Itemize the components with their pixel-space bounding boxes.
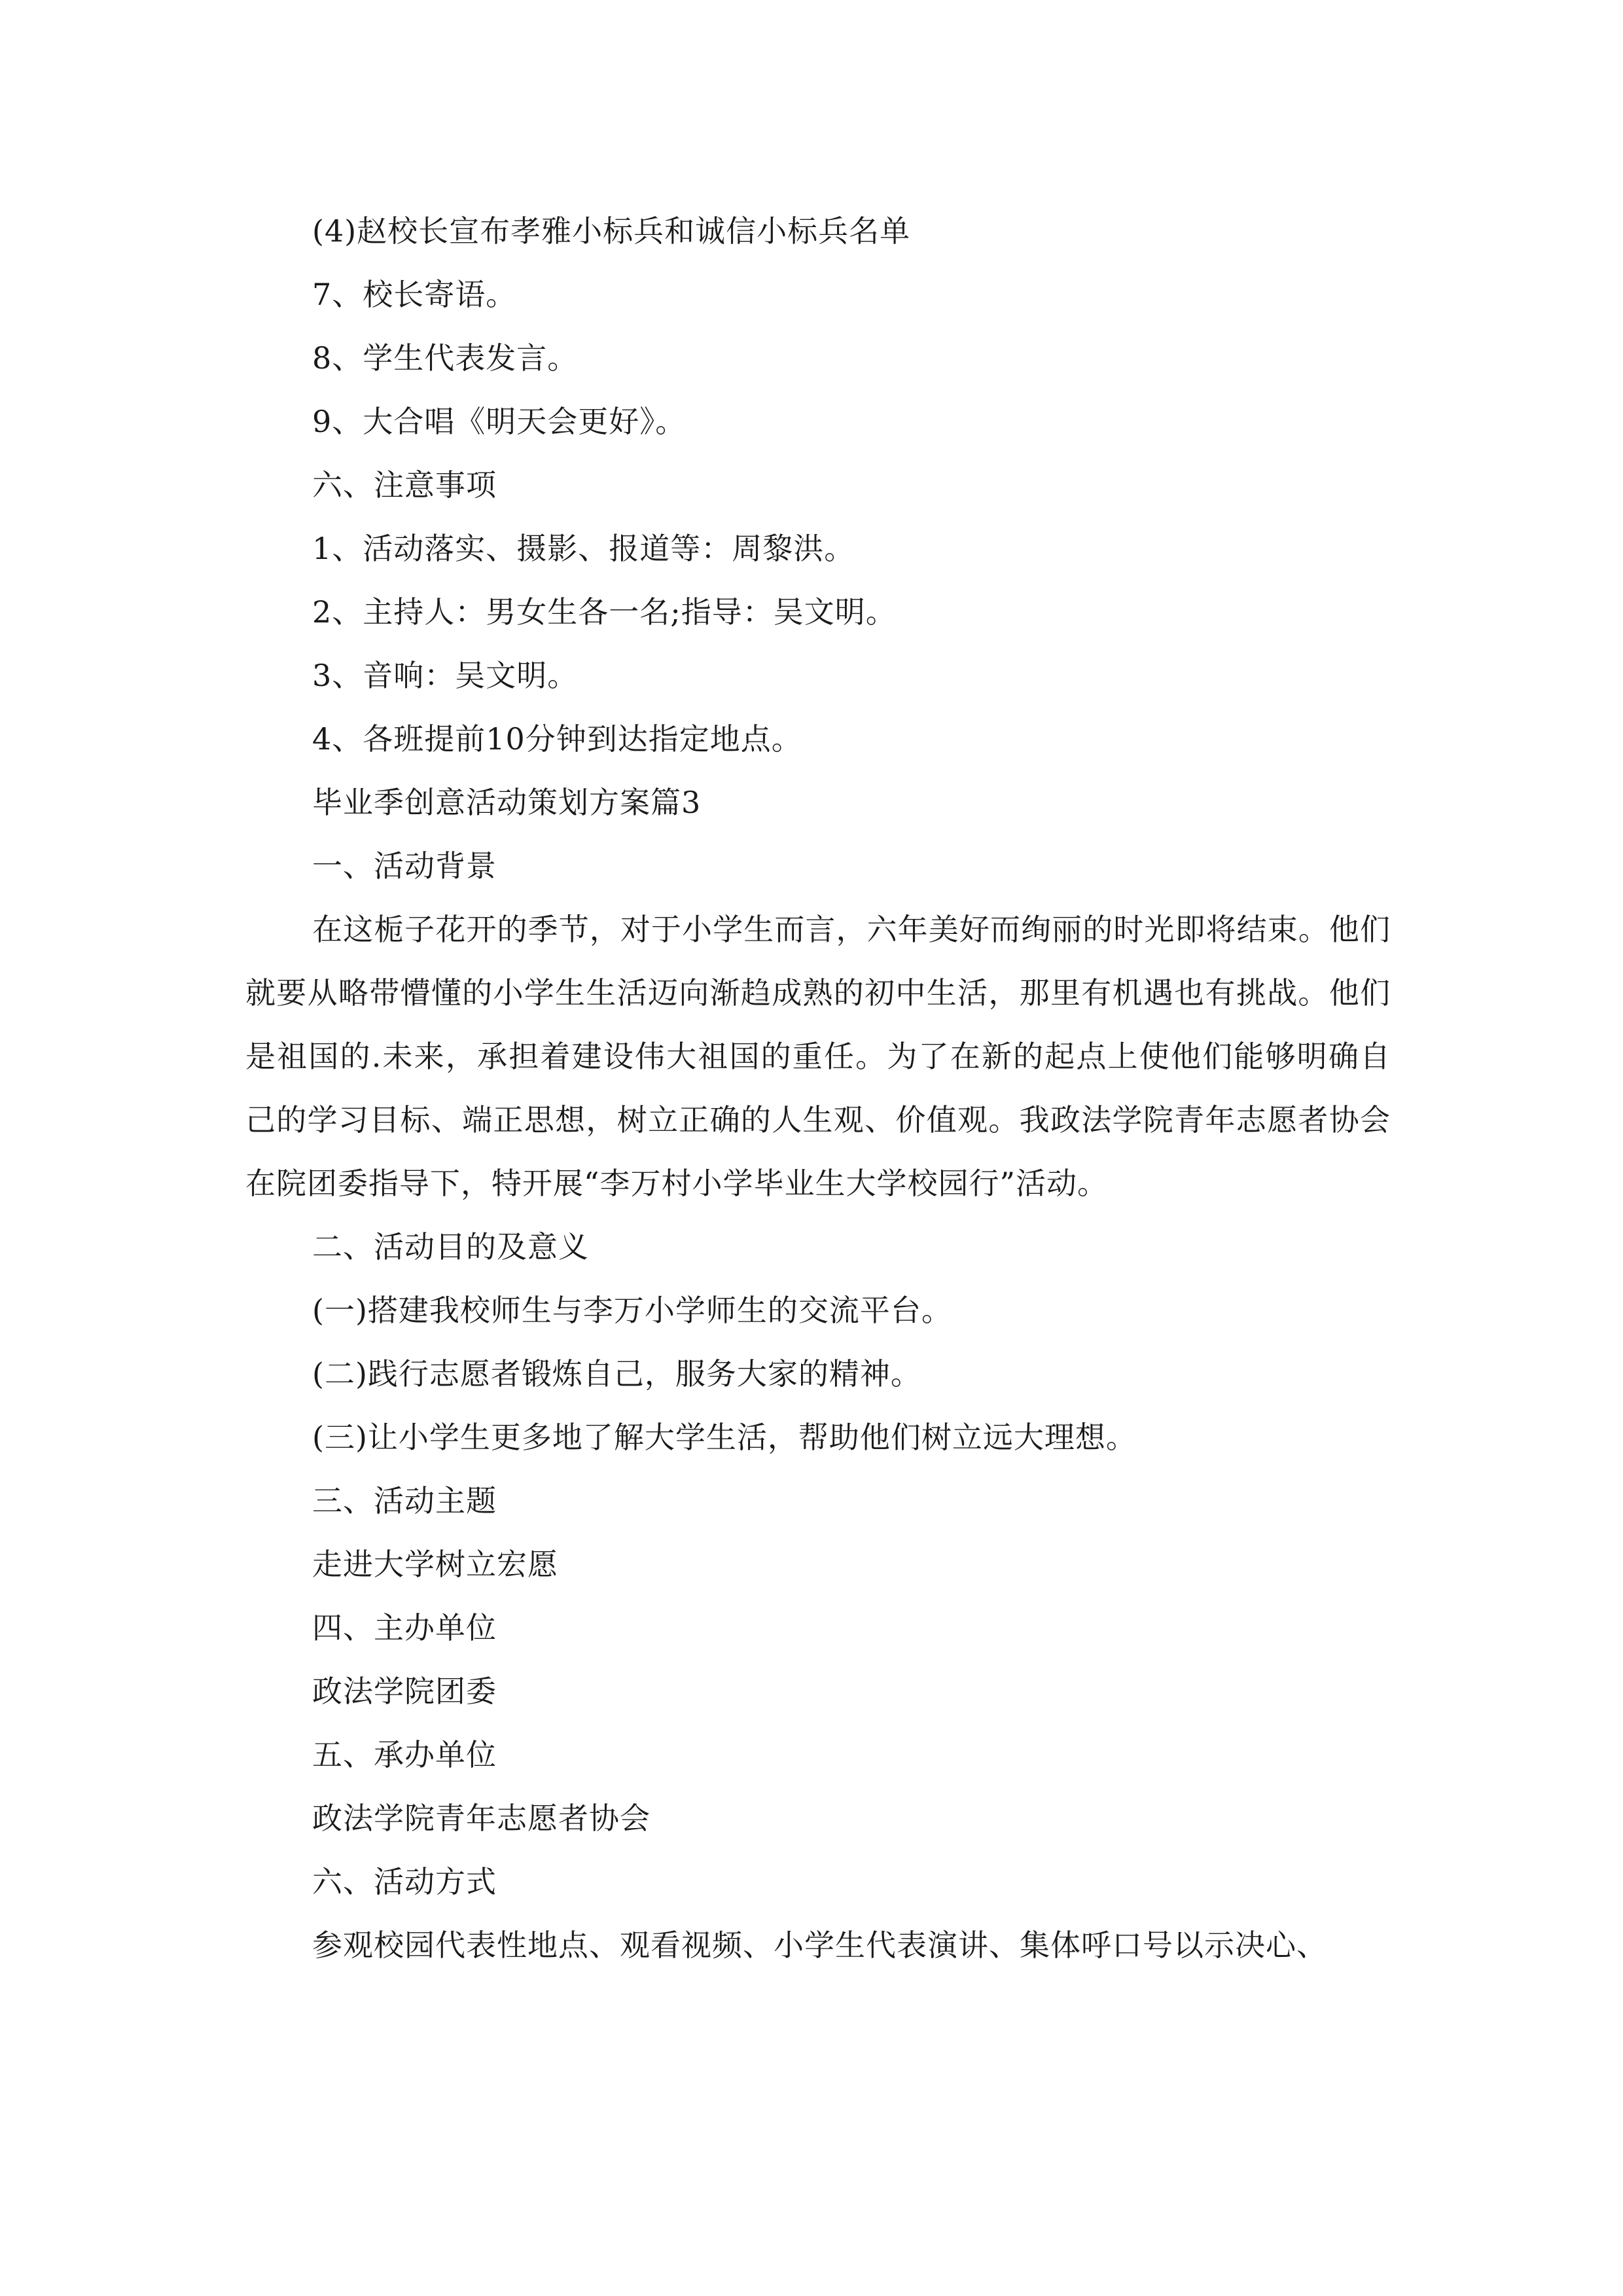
text-line: 9、大合唱《明天会更好》。 [312, 404, 687, 439]
section-heading: 五、承办单位 [312, 1737, 497, 1772]
section-heading: 三、活动主题 [312, 1483, 497, 1518]
text-line: 1、活动落实、摄影、报道等：周黎洪。 [312, 531, 855, 566]
section-heading: 二、活动目的及意义 [312, 1229, 589, 1265]
text-line: 2、主持人：男女生各一名;指导：吴文明。 [312, 594, 897, 630]
section-heading: 六、注意事项 [312, 467, 497, 503]
text-line: (二)践行志愿者锻炼自己，服务大家的精神。 [312, 1356, 921, 1391]
section-title: 毕业季创意活动策划方案篇3 [312, 785, 702, 820]
text-line: 走进大学树立宏愿 [312, 1547, 558, 1582]
text-line: 8、学生代表发言。 [312, 340, 579, 376]
background-paragraph: 在这栀子花开的季节，对于小学生而言，六年美好而绚丽的时光即将结束。他们就要从略带懵懂的小学生生活迈向渐趋成熟的初中生活，那里有机遇也有挑战。他们是祖国的.未来，承担着建设伟大祖国的重任。为了在新的起点上使他们能够明确自己的学习目标、端正思想，树立正确的人生观、价值观。我政法学院青年志愿者协会在院团委指导下，特开展“李万村小学毕业生大学校园行”活动。 [245, 912, 1391, 1201]
text-line: 政法学院青年志愿者协会 [312, 1801, 651, 1836]
text-line: 7、校长寄语。 [312, 277, 517, 312]
section-heading: 一、活动背景 [312, 848, 497, 884]
text-line: (三)让小学生更多地了解大学生活，帮助他们树立远大理想。 [312, 1420, 1137, 1455]
text-line: 4、各班提前10分钟到达指定地点。 [312, 721, 802, 757]
text-line: 参观校园代表性地点、观看视频、小学生代表演讲、集体呼口号以示决心、 [312, 1928, 1327, 1963]
text-line: 3、音响：吴文明。 [312, 658, 579, 693]
section-heading: 四、主办单位 [312, 1610, 497, 1645]
text-line: 政法学院团委 [312, 1674, 497, 1709]
text-line: (4)赵校长宣布孝雅小标兵和诚信小标兵名单 [312, 213, 911, 249]
text-line: (一)搭建我校师生与李万小学师生的交流平台。 [312, 1293, 952, 1328]
section-heading: 六、活动方式 [312, 1864, 497, 1899]
document-body [245, 200, 1397, 1977]
